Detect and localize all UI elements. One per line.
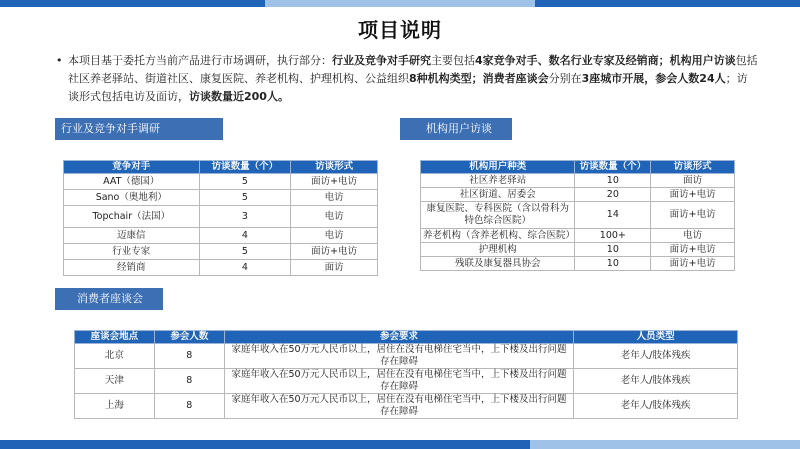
intro-run: 包括社区养老驿站、街道社区、康复医院、养老机构、护理机构、公益组织: [68, 54, 758, 85]
consumers-table: [74, 330, 738, 419]
table-cell: 5: [199, 190, 291, 206]
table-cell: 20: [575, 188, 651, 202]
intro-bold-run: 机构用户访谈: [669, 54, 736, 67]
table-cell: 老年人/肢体残疾: [574, 369, 738, 394]
table-cell: 8: [154, 394, 224, 419]
column-header: 竞争对手: [64, 161, 200, 174]
intro-bold-run: 消费者座谈会: [482, 72, 549, 85]
table-cell: 面访+电访: [651, 243, 735, 257]
table-cell: 老年人/肢体残疾: [574, 394, 738, 419]
table-cell: 10: [575, 174, 651, 188]
table-cell: 残联及康复器具协会: [421, 257, 575, 271]
section-label-institutions: 机构用户访谈: [400, 118, 512, 140]
table-cell: 8: [154, 344, 224, 369]
table-cell: 电访: [291, 206, 378, 228]
column-header: 座谈会地点: [75, 331, 155, 344]
table-cell: Topchair（法国）: [64, 206, 200, 228]
table-cell: 10: [575, 243, 651, 257]
intro-bold-run: 4家竞争对手、数名行业专家及经销商；: [475, 54, 670, 67]
table-cell: 养老机构（含养老机构、综合医院）: [421, 229, 575, 243]
table-cell: 电访: [291, 190, 378, 206]
table-row: [64, 228, 378, 244]
table-cell: 5: [199, 244, 291, 260]
table-cell: 上海: [75, 394, 155, 419]
table-cell: 康复医院、专科医院（含以骨科为特色综合医院）: [421, 202, 575, 229]
table-row: [421, 229, 735, 243]
page-title: 项目说明: [358, 18, 442, 42]
column-header: 参会人数: [154, 331, 224, 344]
competitors-table: [63, 160, 378, 276]
table-cell: 面访+电访: [291, 174, 378, 190]
column-header: 访谈形式: [651, 161, 735, 174]
section-label-consumers: 消费者座谈会: [55, 288, 163, 310]
table-row: [421, 243, 735, 257]
table-cell: 迈康信: [64, 228, 200, 244]
table-row: [64, 260, 378, 276]
intro-bold-run: 行业及竞争对手研究: [332, 54, 431, 67]
intro-run: 主要包括: [431, 54, 475, 67]
intro-bold-run: 访谈数量近200人。: [189, 90, 289, 103]
table-row: [64, 206, 378, 228]
table-cell: 天津: [75, 369, 155, 394]
table-row: [421, 174, 735, 188]
table-cell: 3: [199, 206, 291, 228]
table-cell: AAT（德国）: [64, 174, 200, 190]
table-cell: 电访: [651, 229, 735, 243]
table-cell: 经销商: [64, 260, 200, 276]
table-header-row: [421, 161, 735, 174]
table-cell: 老年人/肢体残疾: [574, 344, 738, 369]
table-cell: 面访+电访: [651, 188, 735, 202]
column-header: 访谈数量（个）: [199, 161, 291, 174]
table-header-row: [75, 331, 738, 344]
table-cell: 护理机构: [421, 243, 575, 257]
bottom-bar-dark: [0, 440, 530, 449]
table-cell: 社区街道、居委会: [421, 188, 575, 202]
table-row: [64, 190, 378, 206]
table-cell: 8: [154, 369, 224, 394]
table-cell: 家庭年收入在50万元人民币以上，居住在没有电梯住宅当中，上下楼及出行问题存在障碍: [224, 394, 573, 419]
table-cell: 面访: [291, 260, 378, 276]
intro-text: [68, 54, 758, 103]
table-cell: 北京: [75, 344, 155, 369]
table-cell: Sano（奥地利）: [64, 190, 200, 206]
column-header: 访谈形式: [291, 161, 378, 174]
table-row: [75, 369, 738, 394]
top-bar-light: [265, 0, 535, 7]
table-cell: 行业专家: [64, 244, 200, 260]
top-bar-dark-right: [535, 0, 800, 7]
intro-run: 本项目基于委托方当前产品进行市场调研，执行部分：: [68, 54, 332, 67]
table-cell: 电访: [291, 228, 378, 244]
column-header: 人员类型: [574, 331, 738, 344]
table-cell: 4: [199, 260, 291, 276]
column-header: 访谈数量（个）: [575, 161, 651, 174]
table-row: [64, 244, 378, 260]
intro-run: 分别在: [548, 72, 582, 85]
table-cell: 面访+电访: [651, 202, 735, 229]
intro-paragraph: [56, 52, 758, 106]
table-cell: 面访+电访: [291, 244, 378, 260]
bullet-icon: •: [56, 54, 63, 67]
intro-bold-run: 8种机构类型；: [409, 72, 483, 85]
table-cell: 10: [575, 257, 651, 271]
table-cell: 面访: [651, 174, 735, 188]
table-row: [75, 394, 738, 419]
table-row: [421, 257, 735, 271]
table-cell: 家庭年收入在50万元人民币以上，居住在没有电梯住宅当中，上下楼及出行问题存在障碍: [224, 369, 573, 394]
top-bar-dark: [0, 0, 265, 7]
table-cell: 100+: [575, 229, 651, 243]
intro-bold-run: 3座城市开展，参会人数24人: [581, 72, 726, 85]
column-header: 机构用户种类: [421, 161, 575, 174]
section-label-competitors: 行业及竞争对手调研: [55, 118, 223, 140]
table-cell: 面访+电访: [651, 257, 735, 271]
table-cell: 14: [575, 202, 651, 229]
table-row: [421, 202, 735, 229]
table-cell: 家庭年收入在50万元人民币以上，居住在没有电梯住宅当中，上下楼及出行问题存在障碍: [224, 344, 573, 369]
table-row: [64, 174, 378, 190]
institutions-table: [420, 160, 735, 271]
column-header: 参会要求: [224, 331, 573, 344]
intro-run: ；访谈形式包括电访及面访，: [68, 72, 748, 103]
table-header-row: [64, 161, 378, 174]
table-row: [75, 344, 738, 369]
table-cell: 社区养老驿站: [421, 174, 575, 188]
table-cell: 5: [199, 174, 291, 190]
table-cell: 4: [199, 228, 291, 244]
bottom-bar-light: [530, 440, 800, 449]
table-row: [421, 188, 735, 202]
